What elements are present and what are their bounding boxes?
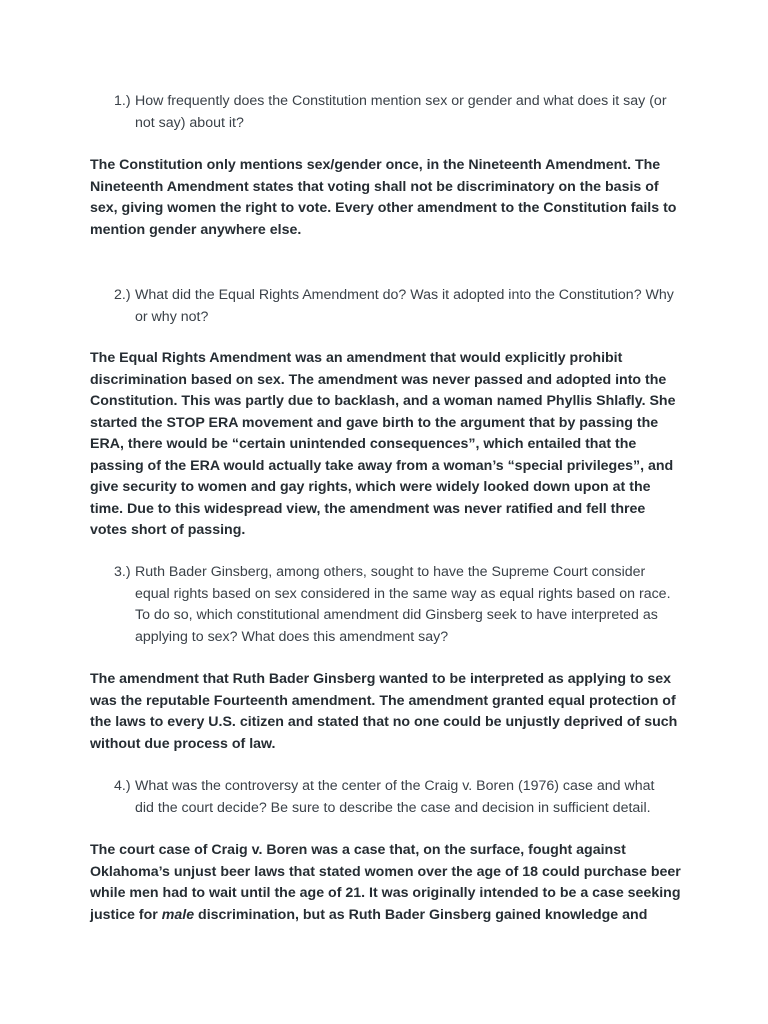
answer-text-before: The court case of Craig v. Boren was a case that, on the surface, fought against Oklahoma’s unjust beer laws that stated women over the age of 18 could purchase beer while men had to wait until the age of 21. It was originally intended to be a case seeking justice for [90, 842, 681, 923]
question-2 [114, 285, 674, 328]
question-text: What was the controversy at the center of the Craig v. Boren (1976) case and what did the court decide? Be sure to describe the case and decision in sufficient detail. [135, 778, 655, 816]
question-number: 2.) [114, 287, 131, 303]
question-4 [114, 776, 674, 819]
answer-emphasis: male [161, 906, 195, 923]
question-text: How frequently does the Constitution mention sex or gender and what does it say (or not say) about it? [135, 93, 667, 131]
question-number: 3.) [114, 564, 131, 580]
answer-3: The amendment that Ruth Bader Ginsberg wanted to be interpreted as applying to sex was the reputable Fourteenth amendment. The amendment granted equal protection of the laws to every U.S. citizen and stated that no one could be unjustly deprived of such without due process of law. [90, 671, 678, 752]
question-text: What did the Equal Rights Amendment do? Was it adopted into the Constitution? Why or why not? [135, 287, 674, 325]
question-number: 1.) [114, 93, 131, 109]
answer-1: The Constitution only mentions sex/gender once, in the Nineteenth Amendment. The Nineteenth Amendment states that voting shall not be discriminatory on the basis of sex, giving women the right to vote. Every other amendment to the Constitution fails to mention gender anywhere else. [90, 157, 677, 238]
question-1 [114, 91, 674, 134]
question-3 [114, 562, 674, 648]
answer-2: The Equal Rights Amendment was an amendment that would explicitly prohibit discrimination based on sex. The amendment was never passed and adopted into the Constitution. This was partly due to backlash, and a woman named Phyllis Shlafly. She started the STOP ERA movement and gave birth to the argument that by passing the ERA, there would be “certain unintended consequences”, which entailed that the passing of the ERA would actually take away from a woman’s “special privileges”, and give security to women and gay rights, which were widely looked down upon at the time. Due to this widespread view, the amendment was never ratified and fell three votes short of passing. [90, 350, 676, 538]
answer-4 [90, 840, 684, 926]
question-text: Ruth Bader Ginsberg, among others, sought to have the Supreme Court consider equal rights based on sex considered in the same way as equal rights based on race. To do so, which constitutional amendment did Ginsberg seek to have interpreted as applying to sex? What does this amendment say? [135, 564, 671, 645]
answer-text-after: discrimination, but as Ruth Bader Ginsberg gained knowledge and [194, 906, 648, 923]
question-number: 4.) [114, 778, 131, 794]
